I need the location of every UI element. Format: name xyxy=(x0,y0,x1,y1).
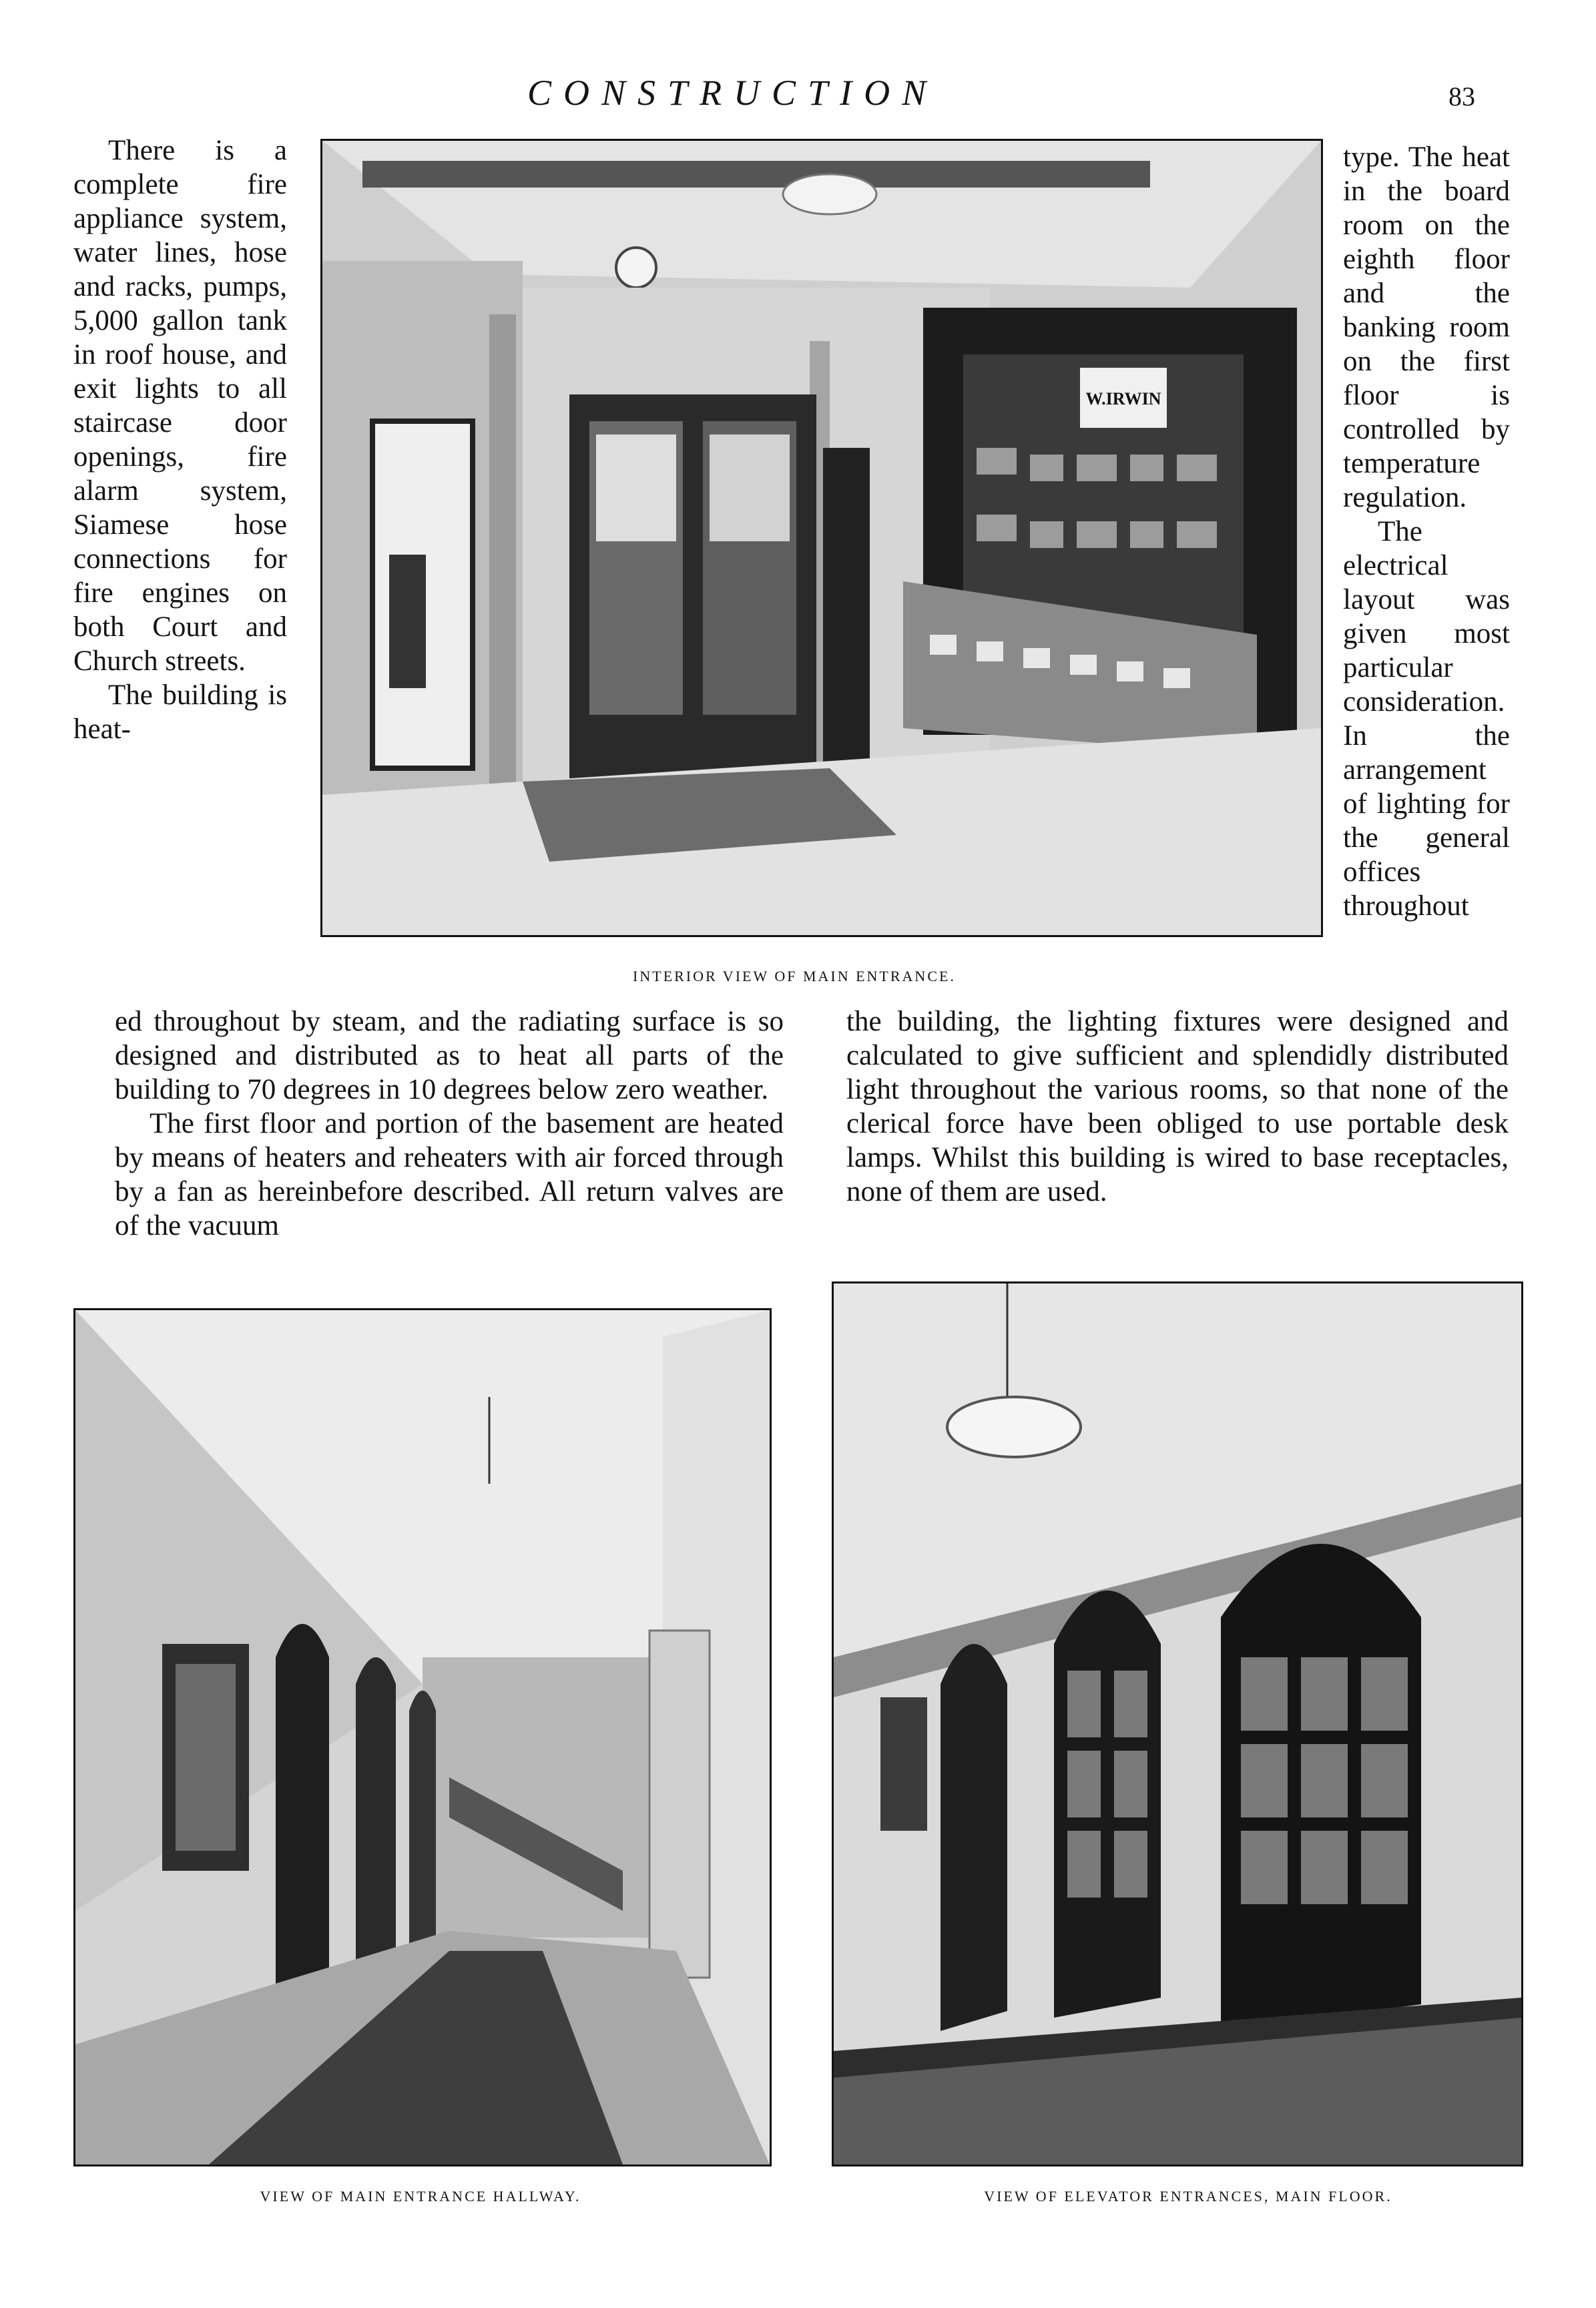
right-narrow-column xyxy=(1343,140,1510,923)
paragraph-lighting-cont: the building, the lighting fixtures were designed and calculated to give sufficient and splendidly distributed light throughout the various rooms, so that none of the clerical force have been obliged to use portable desk lamps. Whilst this building is wired to base receptacles, none of them are used. xyxy=(846,1006,1509,1207)
paragraph-fire-system: There is a complete fire appliance system, water lines, hose and racks, pumps, 5,000 gallon tank in roof house, and exit lights to all staircase door openings, fire alarm system, Siamese hose connections for fire engines on both Court and Church streets. xyxy=(73,135,287,677)
paragraph-heating-cont: ed throughout by steam, and the radiating surface is so designed and distributed as to heat all parts of the building to 70 degrees in 10 degrees below zero weather. xyxy=(115,1006,784,1105)
photo-main-hallway xyxy=(73,1308,772,2167)
paragraph-heat-regulation: type. The heat in the board room on the eighth floor and the banking room on the first floor is controlled by temperature regulation. xyxy=(1343,141,1510,513)
page-number: 83 xyxy=(1448,81,1475,111)
photo-main-entrance xyxy=(320,139,1323,937)
main-entrance-image xyxy=(322,141,1321,935)
paragraph-first-floor: The first floor and portion of the basement are heated by means of heaters and reheaters with air forced through by a fan as hereinbefore described. All return valves are of the vacuum xyxy=(115,1108,784,1241)
page-header xyxy=(0,69,1596,123)
left-narrow-column xyxy=(73,133,287,746)
caption-main-entrance: INTERIOR VIEW OF MAIN ENTRANCE. xyxy=(633,968,956,984)
elevator-entrances-image xyxy=(834,1283,1521,2165)
running-head: CONSTRUCTION xyxy=(527,73,939,113)
photo-elevator-entrances xyxy=(832,1281,1523,2167)
paragraph-heating-start: The building is heat- xyxy=(73,679,287,745)
caption-main-hallway: VIEW OF MAIN ENTRANCE HALLWAY. xyxy=(260,2188,581,2205)
right-column-lower xyxy=(846,1004,1509,1209)
shop-sign-text: W.IRWIN xyxy=(1085,389,1161,408)
paragraph-electrical: The electrical layout was given most particular consideration. In the arrangement of lighting for the general offices throughout xyxy=(1343,516,1510,922)
hallway-image xyxy=(75,1310,770,2165)
left-column-lower xyxy=(115,1004,784,1243)
caption-elevator-entrances: VIEW OF ELEVATOR ENTRANCES, MAIN FLOOR. xyxy=(984,2188,1392,2205)
